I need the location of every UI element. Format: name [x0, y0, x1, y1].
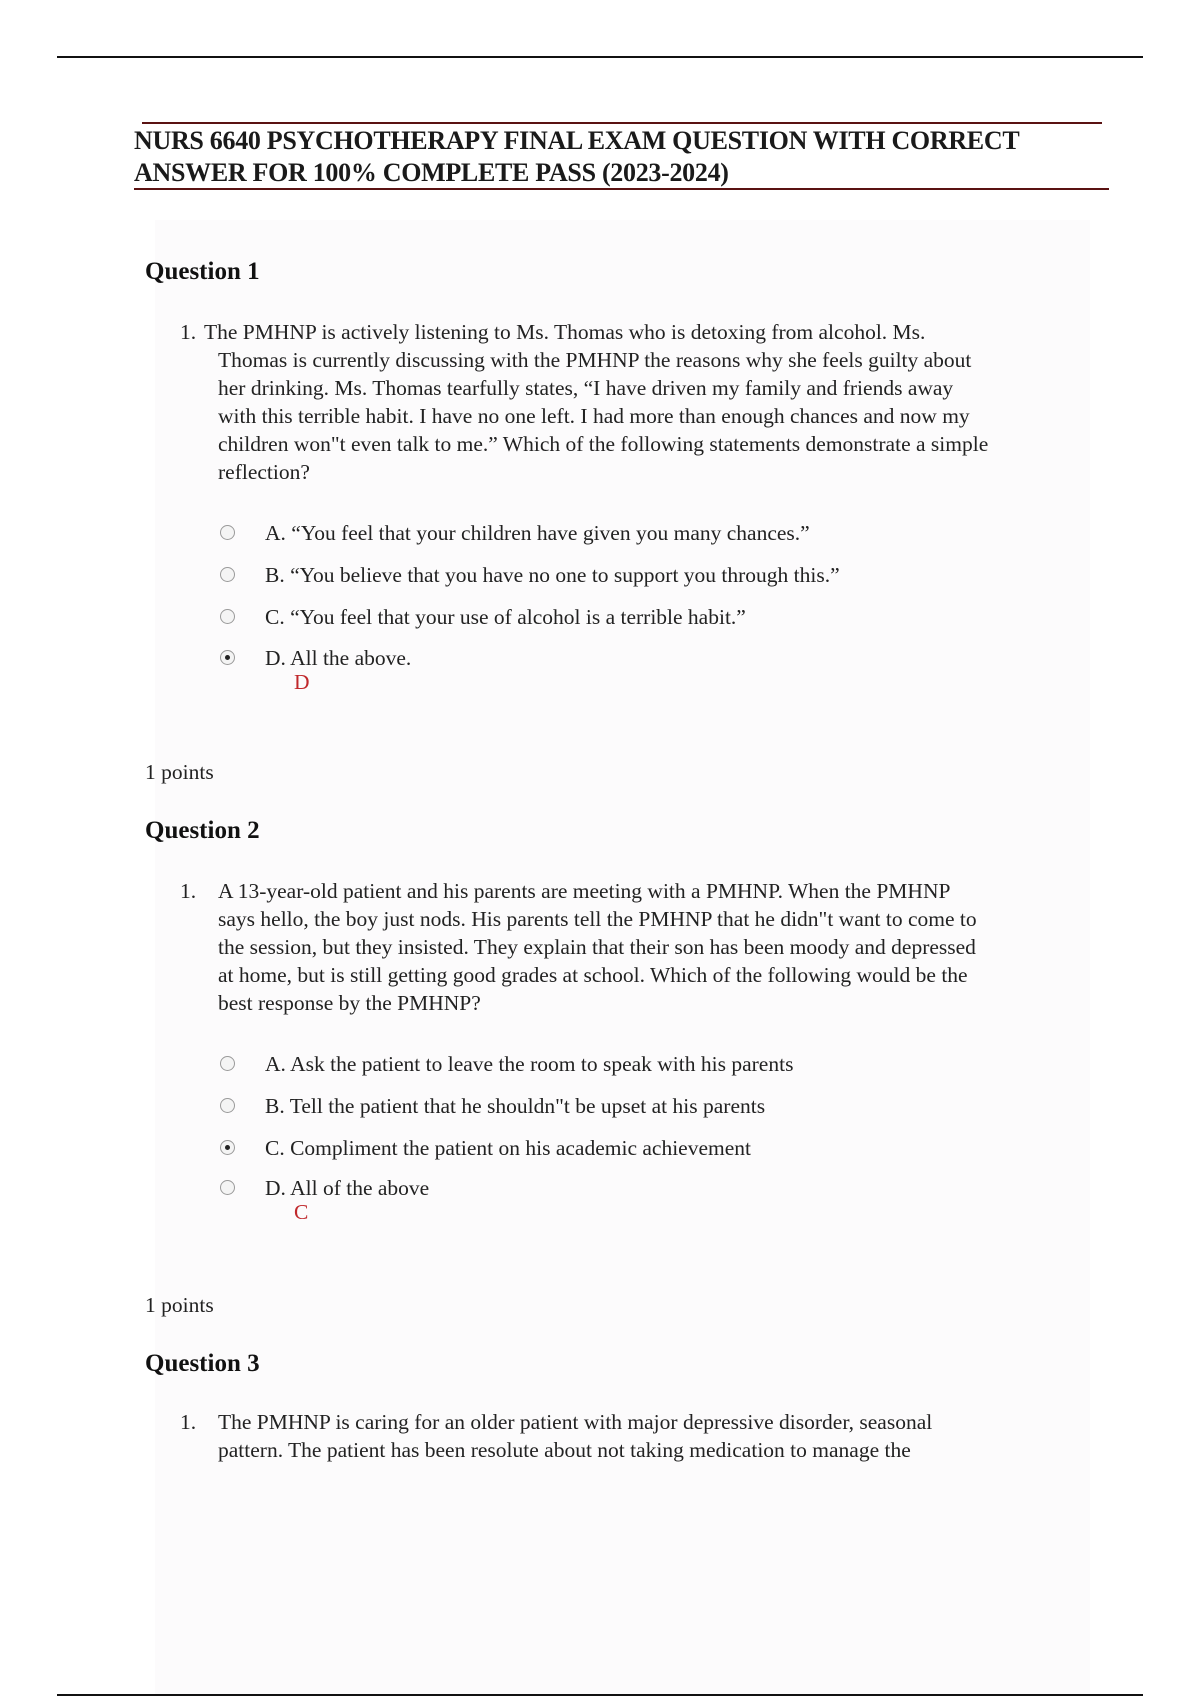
- option-label: C. Compliment the patient on his academic achievement: [265, 1136, 751, 1160]
- question-2-stem-line: best response by the PMHNP?: [218, 991, 481, 1015]
- radio-button[interactable]: [220, 567, 235, 582]
- question-1-stem-line: The PMHNP is actively listening to Ms. Thomas who is detoxing from alcohol. Ms.: [204, 320, 926, 344]
- question-2-stem-line: the session, but they insisted. They explain that their son has been moody and depressed: [218, 935, 976, 959]
- question-3-stem-line: The PMHNP is caring for an older patient with major depressive disorder, seasonal: [218, 1410, 933, 1434]
- option-label: B. Tell the patient that he shouldn"t be upset at his parents: [265, 1094, 766, 1118]
- option-label: B. “You believe that you have no one to support you through this.”: [265, 563, 840, 587]
- question-3-number: 1.: [180, 1410, 197, 1434]
- page-top-rule: [57, 56, 1143, 58]
- radio-button[interactable]: [220, 1180, 235, 1195]
- title-underline: [134, 188, 1109, 190]
- question-2-stem-line: A 13-year-old patient and his parents are meeting with a PMHNP. When the PMHNP: [218, 879, 951, 903]
- question-1-points: 1 points: [145, 760, 214, 784]
- question-3-stem: [180, 1408, 1090, 1464]
- question-2-title: Question 2: [145, 817, 260, 844]
- radio-button[interactable]: [220, 525, 235, 540]
- question-1-number: 1.: [180, 320, 197, 344]
- page-bottom-rule: [57, 1694, 1143, 1696]
- question-1-stem-line: reflection?: [218, 460, 310, 484]
- question-3-title: Question 3: [145, 1350, 260, 1377]
- question-1-answer: D: [294, 670, 310, 694]
- question-2-stem: [180, 877, 1090, 1017]
- radio-button[interactable]: [220, 1056, 235, 1071]
- option-label: D. All of the above: [265, 1176, 430, 1200]
- question-1-title: Question 1: [145, 258, 260, 285]
- option-label: A. Ask the patient to leave the room to speak with his parents: [265, 1052, 794, 1076]
- question-1-stem: [180, 318, 1090, 486]
- question-2-stem-line: at home, but is still getting good grades at school. Which of the following would be the: [218, 963, 968, 987]
- radio-button-selected[interactable]: [220, 650, 235, 665]
- title-line-1: NURS 6640 PSYCHOTHERAPY FINAL EXAM QUESTION WITH CORRECT: [134, 126, 1020, 155]
- question-3-stem-line: pattern. The patient has been resolute about not taking medication to manage the: [218, 1438, 911, 1462]
- question-1-stem-line: her drinking. Ms. Thomas tearfully states, “I have driven my family and friends away: [218, 376, 954, 400]
- option-label: D. All the above.: [265, 646, 412, 670]
- question-2-number: 1.: [180, 879, 197, 903]
- question-2-points: 1 points: [145, 1293, 214, 1317]
- question-1-stem-line: with this terrible habit. I have no one left. I had more than enough chances and now my: [218, 404, 970, 428]
- radio-button[interactable]: [220, 1098, 235, 1113]
- question-2-answer: C: [294, 1200, 309, 1224]
- question-1-stem-line: children won"t even talk to me.” Which of the following statements demonstrate a simple: [218, 432, 989, 456]
- title-line-2: ANSWER FOR 100% COMPLETE PASS (2023-2024): [134, 158, 729, 187]
- radio-button-selected[interactable]: [220, 1140, 235, 1155]
- radio-button[interactable]: [220, 609, 235, 624]
- option-label: A. “You feel that your children have given you many chances.”: [265, 521, 810, 545]
- question-1-stem-line: Thomas is currently discussing with the PMHNP the reasons why she feels guilty about: [218, 348, 972, 372]
- option-label: C. “You feel that your use of alcohol is a terrible habit.”: [265, 605, 746, 629]
- question-2-stem-line: says hello, the boy just nods. His parents tell the PMHNP that he didn"t want to come to: [218, 907, 977, 931]
